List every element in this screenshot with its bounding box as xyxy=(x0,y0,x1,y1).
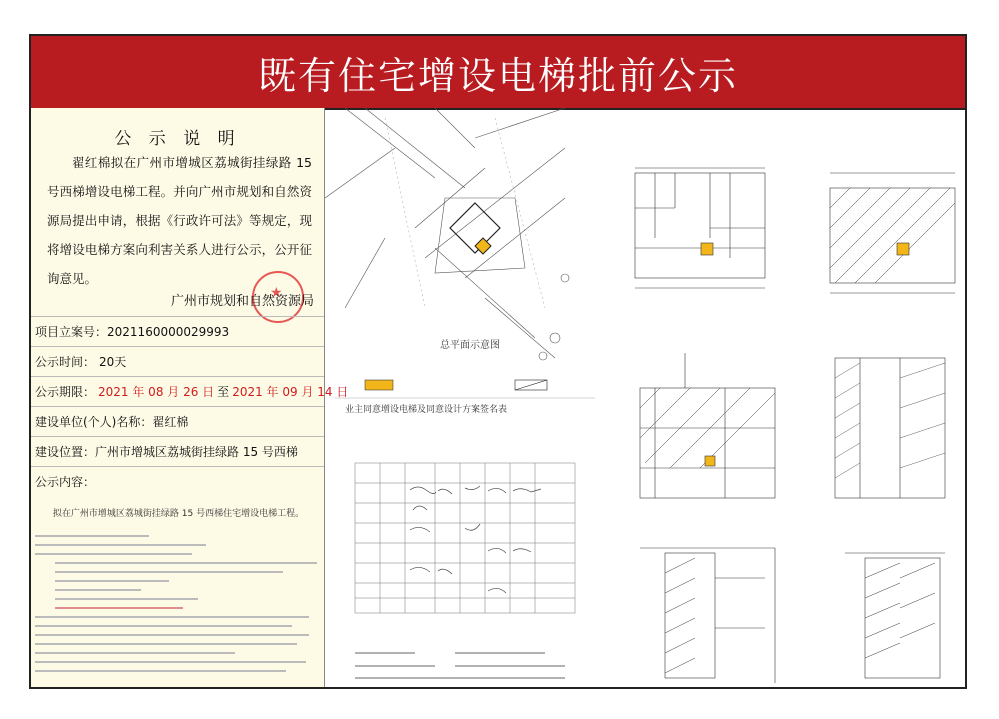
period-row xyxy=(31,346,324,376)
fine-print-notes xyxy=(35,528,320,683)
period-value: 20天 xyxy=(99,355,127,369)
floor-plan-1 xyxy=(635,168,765,288)
project-number-value: 2021160000029993 xyxy=(107,324,230,339)
start-date: 2021 年 08 月 26 日 xyxy=(98,385,215,399)
signature-sheet xyxy=(345,403,575,678)
dates-label: 公示期限： xyxy=(35,385,96,399)
elevation-3 xyxy=(845,553,945,678)
end-date: 2021 年 09 月 14 日 xyxy=(232,385,349,399)
drawings-area xyxy=(325,108,965,687)
location-row xyxy=(31,436,324,466)
signature-sheet-title: 业主同意增设电梯及同意设计方案签名表 xyxy=(345,405,508,415)
project-number-label: 项目立案号： xyxy=(35,325,108,339)
dates-row xyxy=(31,376,349,406)
issuing-agency: 广州市规划和自然资源局 xyxy=(171,294,315,309)
notice-board xyxy=(29,34,967,689)
period-label: 公示时间： xyxy=(35,355,96,369)
site-plan-drawing xyxy=(325,108,569,360)
date-separator: 至 xyxy=(217,385,230,399)
legend xyxy=(335,380,595,398)
applicant-value: 翟红棉 xyxy=(152,415,189,429)
notice-heading: 公 示 说 明 xyxy=(114,129,241,149)
floor-plan-2 xyxy=(830,173,955,293)
location-label: 建设位置： xyxy=(35,445,96,459)
project-number-row xyxy=(31,316,324,346)
applicant-label: 建设单位(个人)名称： xyxy=(35,415,153,429)
site-plan-caption: 总平面示意图 xyxy=(440,340,500,351)
notice-body: 翟红棉拟在广州市增城区荔城街挂绿路 15 号西梯增设电梯工程。并向广州市规划和自然资源局提出申请，根据《行政许可法》等规定，现将增设电梯方案向利害关系人进行公示，公开征询意见。 xyxy=(47,155,312,286)
banner-title: 既有住宅增设电梯批前公示 xyxy=(31,36,965,110)
notice-panel xyxy=(31,108,349,687)
content-label: 公示内容： xyxy=(35,475,96,489)
applicant-row xyxy=(31,406,324,436)
elevation-1 xyxy=(835,358,945,498)
elevation-2 xyxy=(640,548,775,683)
location-value: 广州市增城区荔城街挂绿路 15 号西梯 xyxy=(95,445,298,459)
content-description: 拟在广州市增城区荔城街挂绿路 15 号西梯住宅增设电梯工程。 xyxy=(52,509,305,519)
floor-plan-3 xyxy=(640,353,775,498)
content-row xyxy=(31,466,324,496)
